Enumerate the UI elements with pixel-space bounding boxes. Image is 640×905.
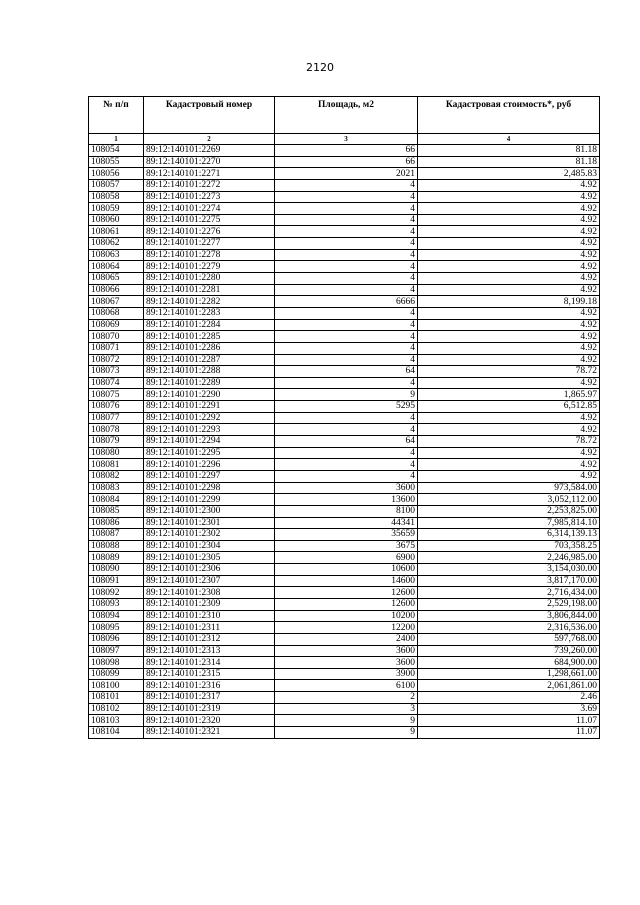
row-number-cell: 108064 — [89, 261, 144, 273]
cost-cell: 4.92 — [418, 424, 600, 436]
cadastral-id-cell: 89:12:140101:2313 — [144, 645, 275, 657]
cadastral-id-cell: 89:12:140101:2280 — [144, 273, 275, 285]
cadastral-id-cell: 89:12:140101:2304 — [144, 540, 275, 552]
table-row — [89, 459, 600, 471]
cadastral-id-cell: 89:12:140101:2295 — [144, 447, 275, 459]
row-number-cell: 108083 — [89, 482, 144, 494]
table-row — [89, 377, 600, 389]
row-number-cell: 108090 — [89, 564, 144, 576]
area-cell: 4 — [275, 214, 418, 226]
row-number-cell: 108061 — [89, 226, 144, 238]
area-cell: 9 — [275, 715, 418, 727]
area-cell: 4 — [275, 459, 418, 471]
table-row — [89, 552, 600, 564]
area-cell: 64 — [275, 366, 418, 378]
area-cell: 4 — [275, 377, 418, 389]
cost-cell: 2,246,985.00 — [418, 552, 600, 564]
table-row — [89, 470, 600, 482]
area-cell: 12600 — [275, 598, 418, 610]
row-number-cell: 108073 — [89, 366, 144, 378]
cost-cell: 11.07 — [418, 715, 600, 727]
cost-cell: 6,314,139.13 — [418, 529, 600, 541]
table-row — [89, 715, 600, 727]
area-cell: 3675 — [275, 540, 418, 552]
row-number-cell: 108091 — [89, 575, 144, 587]
row-number-cell: 108084 — [89, 494, 144, 506]
cadastral-id-cell: 89:12:140101:2285 — [144, 331, 275, 343]
column-header-number: № п/п — [89, 97, 144, 134]
cost-cell: 703,358.25 — [418, 540, 600, 552]
cost-cell: 78.72 — [418, 366, 600, 378]
row-number-cell: 108057 — [89, 179, 144, 191]
table-row — [89, 342, 600, 354]
table-body — [89, 145, 600, 739]
row-number-cell: 108082 — [89, 470, 144, 482]
table-row — [89, 307, 600, 319]
table-row — [89, 564, 600, 576]
cadastral-id-cell: 89:12:140101:2307 — [144, 575, 275, 587]
cost-cell: 2,316,536.00 — [418, 622, 600, 634]
row-number-cell: 108060 — [89, 214, 144, 226]
cadastral-id-cell: 89:12:140101:2306 — [144, 564, 275, 576]
area-cell: 2400 — [275, 633, 418, 645]
table-row — [89, 284, 600, 296]
area-cell: 4 — [275, 354, 418, 366]
area-cell: 4 — [275, 249, 418, 261]
table-row — [89, 424, 600, 436]
row-number-cell: 108075 — [89, 389, 144, 401]
cost-cell: 597,768.00 — [418, 633, 600, 645]
table-row — [89, 727, 600, 739]
cost-cell: 4.92 — [418, 342, 600, 354]
cost-cell: 6,512.85 — [418, 401, 600, 413]
cadastral-id-cell: 89:12:140101:2302 — [144, 529, 275, 541]
area-cell: 4 — [275, 470, 418, 482]
cadastral-id-cell: 89:12:140101:2274 — [144, 203, 275, 215]
row-number-cell: 108098 — [89, 657, 144, 669]
cost-cell: 4.92 — [418, 459, 600, 471]
area-cell: 13600 — [275, 494, 418, 506]
row-number-cell: 108063 — [89, 249, 144, 261]
row-number-cell: 108054 — [89, 145, 144, 157]
cadastral-id-cell: 89:12:140101:2290 — [144, 389, 275, 401]
row-number-cell: 108099 — [89, 668, 144, 680]
table-row — [89, 168, 600, 180]
cost-cell: 4.92 — [418, 203, 600, 215]
table-row — [89, 587, 600, 599]
cadastral-id-cell: 89:12:140101:2288 — [144, 366, 275, 378]
table-row — [89, 319, 600, 331]
cost-cell: 739,260.00 — [418, 645, 600, 657]
area-cell: 66 — [275, 156, 418, 168]
cadastral-id-cell: 89:12:140101:2300 — [144, 505, 275, 517]
cadastral-id-cell: 89:12:140101:2294 — [144, 436, 275, 448]
cost-cell: 4.92 — [418, 226, 600, 238]
table-row — [89, 598, 600, 610]
row-number-cell: 108076 — [89, 401, 144, 413]
cost-cell: 2,716,434.00 — [418, 587, 600, 599]
area-cell: 10600 — [275, 564, 418, 576]
area-cell: 3600 — [275, 657, 418, 669]
cost-cell: 4.92 — [418, 261, 600, 273]
table-row — [89, 249, 600, 261]
cost-cell: 4.92 — [418, 284, 600, 296]
cadastral-id-cell: 89:12:140101:2297 — [144, 470, 275, 482]
row-number-cell: 108062 — [89, 238, 144, 250]
cadastral-id-cell: 89:12:140101:2273 — [144, 191, 275, 203]
cadastral-id-cell: 89:12:140101:2296 — [144, 459, 275, 471]
cadastral-id-cell: 89:12:140101:2286 — [144, 342, 275, 354]
area-cell: 44341 — [275, 517, 418, 529]
table-row — [89, 203, 600, 215]
area-cell: 4 — [275, 307, 418, 319]
table-row — [89, 680, 600, 692]
cadastral-id-cell: 89:12:140101:2272 — [144, 179, 275, 191]
row-number-cell: 108104 — [89, 727, 144, 739]
table-row — [89, 610, 600, 622]
table-row — [89, 657, 600, 669]
cadastral-id-cell: 89:12:140101:2271 — [144, 168, 275, 180]
area-cell: 6900 — [275, 552, 418, 564]
table-row — [89, 366, 600, 378]
area-cell: 5295 — [275, 401, 418, 413]
row-number-cell: 108069 — [89, 319, 144, 331]
column-number: 4 — [418, 134, 600, 145]
cost-cell: 1,865.97 — [418, 389, 600, 401]
row-number-cell: 108093 — [89, 598, 144, 610]
row-number-cell: 108079 — [89, 436, 144, 448]
row-number-cell: 108070 — [89, 331, 144, 343]
row-number-cell: 108055 — [89, 156, 144, 168]
table-row — [89, 389, 600, 401]
cadastral-id-cell: 89:12:140101:2305 — [144, 552, 275, 564]
table-row — [89, 622, 600, 634]
cadastral-id-cell: 89:12:140101:2270 — [144, 156, 275, 168]
cost-cell: 2,529,198.00 — [418, 598, 600, 610]
area-cell: 12600 — [275, 587, 418, 599]
row-number-cell: 108097 — [89, 645, 144, 657]
cost-cell: 4.92 — [418, 307, 600, 319]
area-cell: 66 — [275, 145, 418, 157]
table-row — [89, 179, 600, 191]
area-cell: 4 — [275, 238, 418, 250]
column-number: 2 — [144, 134, 275, 145]
area-cell: 2021 — [275, 168, 418, 180]
row-number-cell: 108071 — [89, 342, 144, 354]
cost-cell: 81.18 — [418, 145, 600, 157]
cost-cell: 4.92 — [418, 447, 600, 459]
area-cell: 6666 — [275, 296, 418, 308]
area-cell: 6100 — [275, 680, 418, 692]
table-row — [89, 645, 600, 657]
area-cell: 14600 — [275, 575, 418, 587]
area-cell: 4 — [275, 226, 418, 238]
row-number-cell: 108068 — [89, 307, 144, 319]
table-row — [89, 447, 600, 459]
column-header-area: Площадь, м2 — [275, 97, 418, 134]
cadastral-id-cell: 89:12:140101:2319 — [144, 703, 275, 715]
cadastral-id-cell: 89:12:140101:2320 — [144, 715, 275, 727]
cadastral-id-cell: 89:12:140101:2276 — [144, 226, 275, 238]
row-number-cell: 108059 — [89, 203, 144, 215]
column-header-cadastral-id: Кадастровый номер — [144, 97, 275, 134]
cadastral-id-cell: 89:12:140101:2315 — [144, 668, 275, 680]
table-row — [89, 412, 600, 424]
column-header-cost: Кадастровая стоимость*, руб — [418, 97, 600, 134]
cadastral-id-cell: 89:12:140101:2275 — [144, 214, 275, 226]
row-number-cell: 108080 — [89, 447, 144, 459]
cost-cell: 4.92 — [418, 191, 600, 203]
area-cell: 10200 — [275, 610, 418, 622]
cost-cell: 11.07 — [418, 727, 600, 739]
table-row — [89, 494, 600, 506]
table-row — [89, 482, 600, 494]
area-cell: 4 — [275, 179, 418, 191]
cadastral-id-cell: 89:12:140101:2301 — [144, 517, 275, 529]
cadastral-id-cell: 89:12:140101:2314 — [144, 657, 275, 669]
area-cell: 12200 — [275, 622, 418, 634]
area-cell: 4 — [275, 412, 418, 424]
row-number-cell: 108103 — [89, 715, 144, 727]
cadastral-id-cell: 89:12:140101:2299 — [144, 494, 275, 506]
cost-cell: 1,298,661.00 — [418, 668, 600, 680]
area-cell: 4 — [275, 319, 418, 331]
cost-cell: 4.92 — [418, 179, 600, 191]
row-number-cell: 108092 — [89, 587, 144, 599]
table-row — [89, 214, 600, 226]
cadastral-id-cell: 89:12:140101:2287 — [144, 354, 275, 366]
cadastral-id-cell: 89:12:140101:2284 — [144, 319, 275, 331]
table-row — [89, 575, 600, 587]
row-number-cell: 108078 — [89, 424, 144, 436]
cadastral-id-cell: 89:12:140101:2269 — [144, 145, 275, 157]
cadastral-id-cell: 89:12:140101:2289 — [144, 377, 275, 389]
cost-cell: 973,584.00 — [418, 482, 600, 494]
cost-cell: 7,985,814.10 — [418, 517, 600, 529]
cadastral-id-cell: 89:12:140101:2317 — [144, 692, 275, 704]
table-row — [89, 505, 600, 517]
area-cell: 4 — [275, 203, 418, 215]
table-row — [89, 436, 600, 448]
table-row — [89, 191, 600, 203]
header-row — [89, 97, 600, 134]
cost-cell: 2,485.83 — [418, 168, 600, 180]
cadastral-id-cell: 89:12:140101:2279 — [144, 261, 275, 273]
row-number-cell: 108081 — [89, 459, 144, 471]
row-number-cell: 108095 — [89, 622, 144, 634]
cadastral-id-cell: 89:12:140101:2277 — [144, 238, 275, 250]
cadastral-id-cell: 89:12:140101:2309 — [144, 598, 275, 610]
row-number-cell: 108085 — [89, 505, 144, 517]
table-row — [89, 156, 600, 168]
cadastral-id-cell: 89:12:140101:2292 — [144, 412, 275, 424]
area-cell: 4 — [275, 273, 418, 285]
cadastral-id-cell: 89:12:140101:2308 — [144, 587, 275, 599]
area-cell: 4 — [275, 447, 418, 459]
table-row — [89, 331, 600, 343]
column-number: 3 — [275, 134, 418, 145]
area-cell: 2 — [275, 692, 418, 704]
table-row — [89, 273, 600, 285]
cadastral-id-cell: 89:12:140101:2278 — [144, 249, 275, 261]
cadastral-id-cell: 89:12:140101:2293 — [144, 424, 275, 436]
area-cell: 3600 — [275, 645, 418, 657]
cost-cell: 4.92 — [418, 377, 600, 389]
cost-cell: 4.92 — [418, 273, 600, 285]
cadastral-id-cell: 89:12:140101:2298 — [144, 482, 275, 494]
cadastral-id-cell: 89:12:140101:2321 — [144, 727, 275, 739]
table-row — [89, 145, 600, 157]
cost-cell: 81.18 — [418, 156, 600, 168]
table-row — [89, 261, 600, 273]
cost-cell: 4.92 — [418, 354, 600, 366]
cost-cell: 4.92 — [418, 249, 600, 261]
area-cell: 8100 — [275, 505, 418, 517]
row-number-cell: 108072 — [89, 354, 144, 366]
area-cell: 4 — [275, 191, 418, 203]
row-number-cell: 108087 — [89, 529, 144, 541]
cost-cell: 4.92 — [418, 238, 600, 250]
table-row — [89, 540, 600, 552]
area-cell: 35659 — [275, 529, 418, 541]
area-cell: 3600 — [275, 482, 418, 494]
row-number-cell: 108094 — [89, 610, 144, 622]
table-row — [89, 633, 600, 645]
cost-cell: 3.69 — [418, 703, 600, 715]
row-number-cell: 108100 — [89, 680, 144, 692]
row-number-cell: 108066 — [89, 284, 144, 296]
area-cell: 4 — [275, 342, 418, 354]
cadastral-id-cell: 89:12:140101:2281 — [144, 284, 275, 296]
table-header — [89, 97, 600, 145]
row-number-cell: 108088 — [89, 540, 144, 552]
table-row — [89, 703, 600, 715]
table-row — [89, 668, 600, 680]
cost-cell: 4.92 — [418, 470, 600, 482]
cadastral-id-cell: 89:12:140101:2312 — [144, 633, 275, 645]
area-cell: 9 — [275, 727, 418, 739]
cost-cell: 684,900.00 — [418, 657, 600, 669]
row-number-cell: 108077 — [89, 412, 144, 424]
cadastral-id-cell: 89:12:140101:2291 — [144, 401, 275, 413]
cost-cell: 8,199.18 — [418, 296, 600, 308]
cost-cell: 4.92 — [418, 331, 600, 343]
cadastral-id-cell: 89:12:140101:2311 — [144, 622, 275, 634]
table-row — [89, 238, 600, 250]
table-row — [89, 692, 600, 704]
cadastral-id-cell: 89:12:140101:2316 — [144, 680, 275, 692]
row-number-cell: 108101 — [89, 692, 144, 704]
page-number: 2120 — [306, 61, 334, 74]
cost-cell: 3,154,030.00 — [418, 564, 600, 576]
cost-cell: 2,061,861.00 — [418, 680, 600, 692]
row-number-cell: 108102 — [89, 703, 144, 715]
row-number-cell: 108067 — [89, 296, 144, 308]
row-number-cell: 108089 — [89, 552, 144, 564]
table-row — [89, 354, 600, 366]
column-number-row — [89, 134, 600, 145]
cost-cell: 2.46 — [418, 692, 600, 704]
row-number-cell: 108065 — [89, 273, 144, 285]
cost-cell: 4.92 — [418, 214, 600, 226]
area-cell: 4 — [275, 284, 418, 296]
row-number-cell: 108096 — [89, 633, 144, 645]
cadastral-id-cell: 89:12:140101:2282 — [144, 296, 275, 308]
cost-cell: 4.92 — [418, 319, 600, 331]
row-number-cell: 108074 — [89, 377, 144, 389]
table-row — [89, 517, 600, 529]
cost-cell: 78.72 — [418, 436, 600, 448]
row-number-cell: 108058 — [89, 191, 144, 203]
area-cell: 3900 — [275, 668, 418, 680]
row-number-cell: 108086 — [89, 517, 144, 529]
area-cell: 64 — [275, 436, 418, 448]
table-row — [89, 226, 600, 238]
cadastral-id-cell: 89:12:140101:2283 — [144, 307, 275, 319]
area-cell: 9 — [275, 389, 418, 401]
cadastral-id-cell: 89:12:140101:2310 — [144, 610, 275, 622]
area-cell: 4 — [275, 261, 418, 273]
cadastral-table — [88, 96, 600, 739]
table-row — [89, 401, 600, 413]
area-cell: 4 — [275, 331, 418, 343]
cost-cell: 2,253,825.00 — [418, 505, 600, 517]
cost-cell: 3,817,170.00 — [418, 575, 600, 587]
table-row — [89, 529, 600, 541]
cost-cell: 3,806,844.00 — [418, 610, 600, 622]
row-number-cell: 108056 — [89, 168, 144, 180]
cost-cell: 3,052,112.00 — [418, 494, 600, 506]
area-cell: 4 — [275, 424, 418, 436]
cost-cell: 4.92 — [418, 412, 600, 424]
column-number: 1 — [89, 134, 144, 145]
table-row — [89, 296, 600, 308]
area-cell: 3 — [275, 703, 418, 715]
